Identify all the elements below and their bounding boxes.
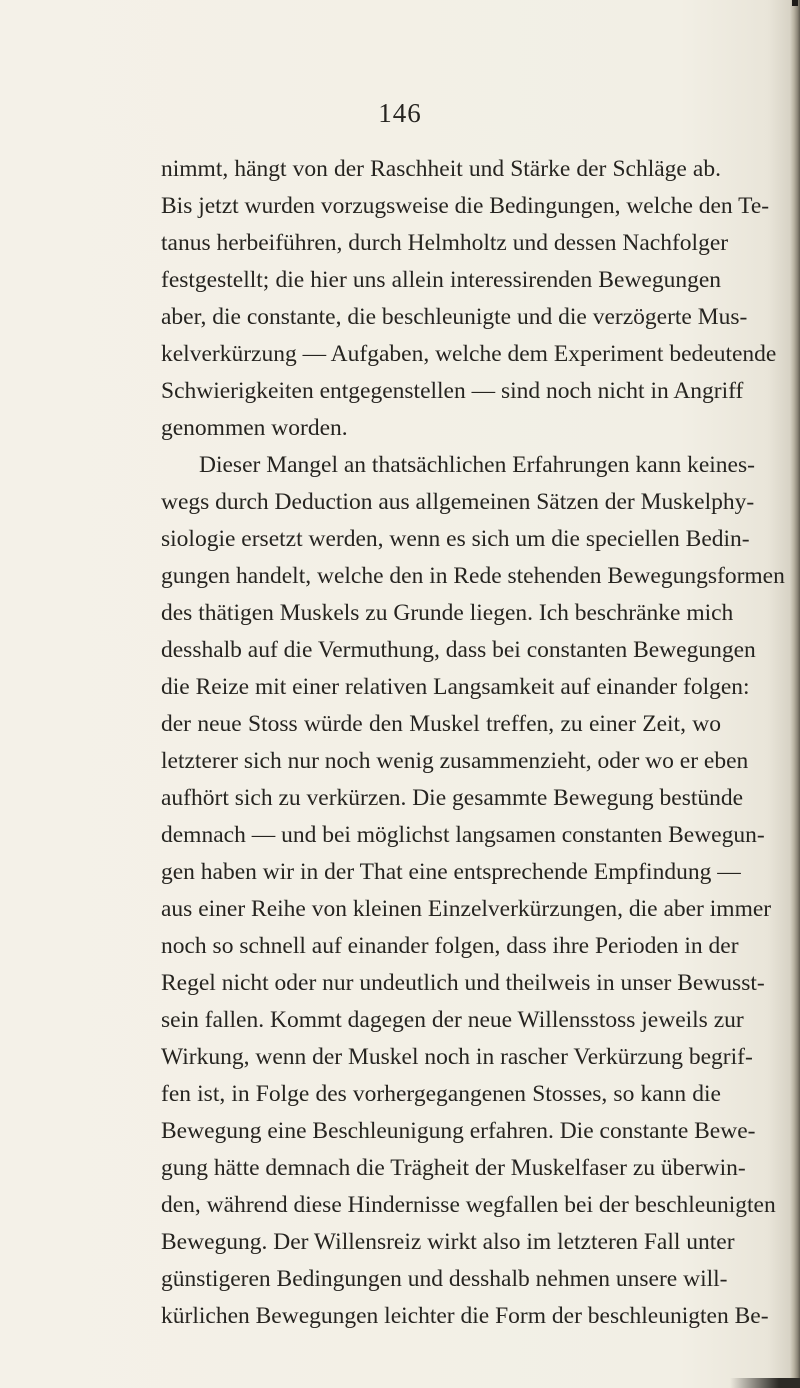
text-line: festgestellt; die hier uns allein interessirenden Bewegungen xyxy=(161,267,721,293)
text-line: wegs durch Deduction aus allgemeinen Sätzen der Muskelphy- xyxy=(161,489,755,515)
text-line: aus einer Reihe von kleinen Einzelverkürzungen, die aber immer xyxy=(161,896,772,922)
text-line: kelverkürzung — Aufgaben, welche dem Experiment bedeutende xyxy=(161,341,777,367)
text-line: Wirkung, wenn der Muskel noch in rascher Verkürzung begrif- xyxy=(161,1044,753,1070)
text-line: desshalb auf die Vermuthung, dass bei constanten Bewegungen xyxy=(161,637,756,663)
text-line: gungen handelt, welche den in Rede stehenden Bewegungsformen xyxy=(161,563,785,589)
text-line: fen ist, in Folge des vorhergegangenen Stosses, so kann die xyxy=(161,1081,721,1107)
text-line: Regel nicht oder nur undeutlich und theilweis in unser Bewusst- xyxy=(161,970,765,996)
text-line: kürlichen Bewegungen leichter die Form der beschleunigten Be- xyxy=(161,1303,769,1329)
text-line: des thätigen Muskels zu Grunde liegen. Ich beschränke mich xyxy=(161,600,734,626)
text-line: letzterer sich nur noch wenig zusammenzieht, oder wo er eben xyxy=(161,748,749,774)
text-line: gen haben wir in der That eine entsprechende Empfindung — xyxy=(161,859,741,885)
text-line: der neue Stoss würde den Muskel treffen, zu einer Zeit, wo xyxy=(161,711,721,737)
text-line: sein fallen. Kommt dagegen der neue Willensstoss jeweils zur xyxy=(161,1007,744,1033)
text-line: den, während diese Hindernisse wegfallen bei der beschleunigten xyxy=(161,1192,776,1218)
text-line: Bewegung. Der Willensreiz wirkt also im letzteren Fall unter xyxy=(161,1229,735,1255)
text-line: Bis jetzt wurden vorzugsweise die Bedingungen, welche den Te- xyxy=(161,193,770,219)
page-edge-shadow xyxy=(790,0,800,1388)
scan-corner-mark xyxy=(792,0,798,6)
text-line: tanus herbeiführen, durch Helmholtz und dessen Nachfolger xyxy=(161,230,729,256)
text-line: genommen worden. xyxy=(161,415,348,441)
text-line: günstigeren Bedingungen und desshalb nehmen unsere will- xyxy=(161,1266,728,1292)
text-line: nimmt, hängt von der Raschheit und Stärke der Schläge ab. xyxy=(161,156,721,182)
text-line: Schwierigkeiten entgegenstellen — sind noch nicht in Angriff xyxy=(161,378,744,404)
text-line: Bewegung eine Beschleunigung erfahren. Die constante Bewe- xyxy=(161,1118,756,1144)
text-line: gung hätte demnach die Trägheit der Muskelfaser zu überwin- xyxy=(161,1155,746,1181)
text-line: noch so schnell auf einander folgen, dass ihre Perioden in der xyxy=(161,933,739,959)
page-number: 146 xyxy=(378,98,422,128)
text-line: die Reize mit einer relativen Langsamkeit auf einander folgen: xyxy=(161,674,750,700)
text-line: aber, die constante, die beschleunigte und die verzögerte Mus- xyxy=(161,304,748,330)
text-line: demnach — und bei möglichst langsamen constanten Bewegun- xyxy=(161,822,765,848)
scan-bottom-smudge xyxy=(730,1378,800,1388)
body-text xyxy=(161,151,785,1335)
text-line: Dieser Mangel an thatsächlichen Erfahrungen kann keines- xyxy=(199,452,755,478)
text-line: aufhört sich zu verkürzen. Die gesammte Bewegung bestünde xyxy=(161,785,744,811)
text-line: siologie ersetzt werden, wenn es sich um die speciellen Bedin- xyxy=(161,526,750,552)
